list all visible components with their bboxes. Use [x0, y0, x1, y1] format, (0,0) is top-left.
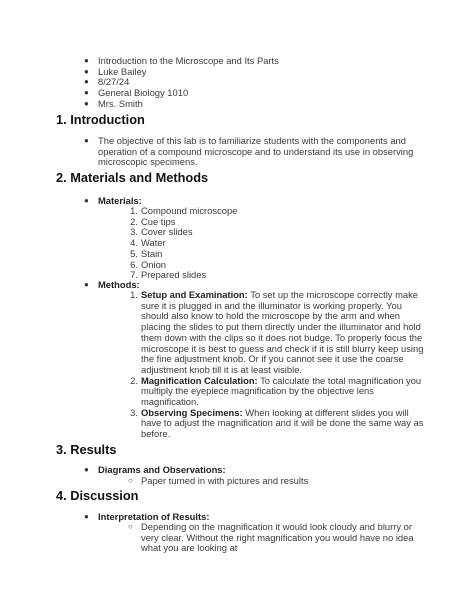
section-heading-introduction: 1. Introduction	[56, 112, 145, 127]
material-item: 7. Prepared slides	[130, 269, 207, 281]
section-heading-discussion: 4. Discussion	[56, 488, 139, 503]
method-item: 3. Observing Specimens: When looking at different slides you will have to adjust the magnification and it will be done the same way as before.	[130, 406, 424, 440]
header-list	[98, 56, 279, 110]
material-item: 6. Onion	[130, 258, 167, 270]
results-label: ● Diagrams and Observations:	[98, 465, 226, 476]
materials-label: ● Materials:	[98, 196, 142, 207]
header-course: ● General Biology 1010	[98, 88, 279, 99]
discussion-label: ● Interpretation of Results:	[98, 512, 209, 523]
section-heading-materials-methods: 2. Materials and Methods	[56, 170, 209, 185]
results-item: ○ Paper turned in with pictures and results	[141, 476, 308, 487]
header-title: ● Introduction to the Microscope and Its Parts	[98, 56, 279, 67]
header-date: ● 8/27/24	[98, 77, 279, 88]
material-item: 4. Water	[130, 237, 166, 249]
method-item: 2. Magnification Calculation: To calculate the total magnification you multiply the eyepiece magnification by the objective lens magnification.	[130, 374, 422, 408]
material-item: 3. Cover slides	[130, 226, 193, 238]
discussion-item: ○ Depending on the magnification it would look cloudy and blurry or very clear. Without the right magnification you would have no idea what you are looking at	[141, 522, 417, 554]
discussion-sublist	[141, 522, 417, 554]
header-author: ● Luke Bailey	[98, 67, 279, 78]
introduction-list	[98, 136, 420, 168]
method-item: 1. Setup and Examination: To set up the microscope correctly make sure it is plugged in and the illuminator is working properly. You should also know to hold the microscope by the arm and when placing the slides to put them directly under the illuminator and hold them down with the clips so it does not budge. To properly focus the microscope it is best to guess and check if it is still blurry keep using the fine adjustment knob. Or if you cannot see it use the coarse adjustment knob till it is at least visible.	[130, 289, 424, 375]
material-item: 5. Stain	[130, 247, 163, 259]
introduction-text: ● The objective of this lab is to familiarize students with the components and operation of a compound microscope and to understand its use in observing microscopic specimens.	[98, 136, 420, 168]
header-instructor: ● Mrs. Smith	[98, 99, 279, 110]
methods-label: ● Methods:	[98, 280, 140, 291]
materials-list	[130, 205, 238, 281]
material-item: 1. Compound microscope	[130, 205, 238, 216]
section-heading-results: 3. Results	[56, 442, 117, 457]
methods-list	[130, 289, 426, 440]
results-sublist	[141, 476, 308, 487]
material-item: 2. Cue tips	[130, 215, 176, 227]
